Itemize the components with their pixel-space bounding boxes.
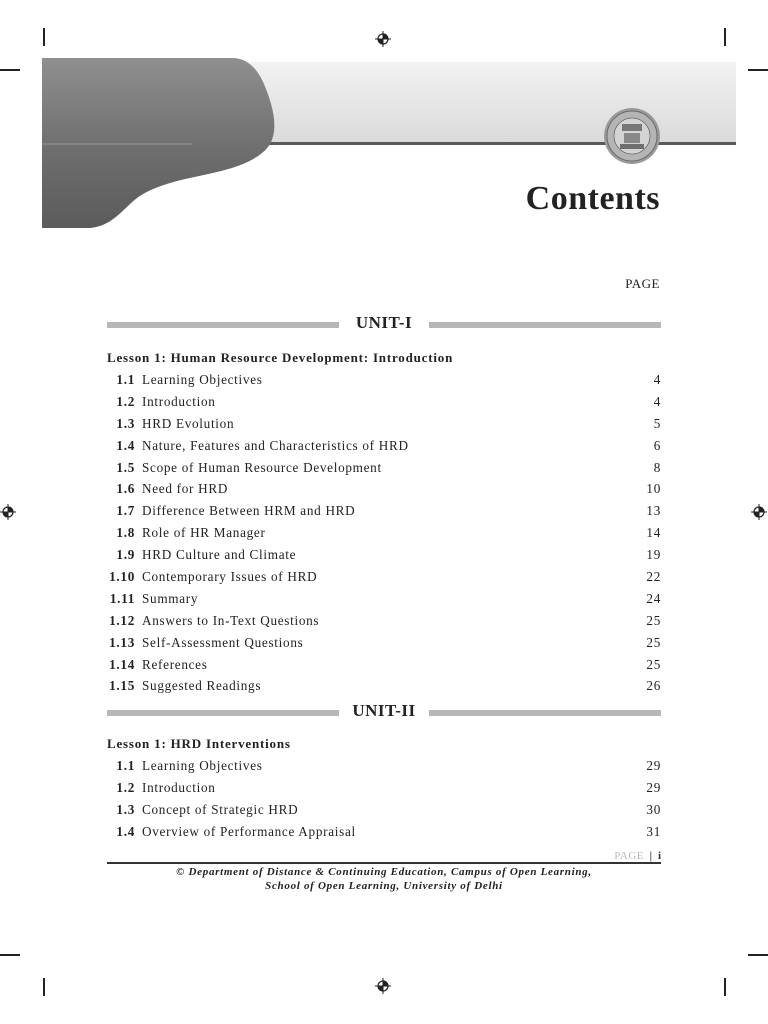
footer-page-label: PAGE (614, 850, 644, 862)
registration-mark-icon (751, 504, 767, 520)
section-number: 1.1 (116, 758, 135, 773)
section-number: 1.2 (116, 393, 135, 409)
registration-mark-icon (375, 978, 391, 994)
section-title: Nature, Features and Characteristics of HRD (142, 437, 409, 453)
section-number: 1.3 (116, 415, 135, 431)
page-number: 8 (653, 459, 661, 475)
section-number: 1.4 (116, 823, 135, 839)
section-number: 1.5 (116, 459, 135, 475)
toc-entry[interactable] (107, 437, 661, 459)
page-number: 22 (646, 569, 661, 585)
unit-label: UNIT-I (355, 313, 413, 332)
toc-entry[interactable] (107, 656, 661, 678)
unit-heading (107, 313, 661, 333)
toc-entry[interactable] (107, 779, 661, 801)
toc-entry[interactable] (107, 568, 661, 590)
footer-rule (107, 862, 661, 864)
page-number: 29 (646, 758, 661, 773)
page-column-label: PAGE (625, 276, 660, 291)
lesson-title[interactable]: Lesson 1: HRD Interventions (107, 736, 291, 751)
registration-mark-icon (0, 504, 16, 520)
toc-list (107, 371, 661, 699)
section-title: Self-Assessment Questions (142, 634, 304, 650)
section-number: 1.10 (109, 569, 135, 585)
unit-heading (107, 701, 661, 721)
page-title: Contents (525, 180, 660, 217)
section-number: 1.12 (109, 612, 135, 628)
section-number: 1.15 (109, 678, 135, 694)
toc-entry[interactable] (107, 371, 661, 393)
section-title: Learning Objectives (142, 758, 263, 773)
registration-mark-icon (375, 31, 391, 47)
toc-entry[interactable] (107, 757, 661, 779)
section-title: Need for HRD (142, 481, 229, 497)
section-title: HRD Evolution (142, 415, 235, 431)
section-title: Scope of Human Resource Development (142, 459, 382, 475)
footer-institution-line: School of Open Learning, University of Delhi (265, 880, 503, 892)
page-number: 31 (646, 823, 661, 839)
page-number: 25 (646, 656, 661, 672)
section-title: Learning Objectives (142, 372, 263, 387)
page-number: 6 (653, 437, 661, 453)
crop-mark (43, 28, 45, 46)
crop-mark (724, 28, 726, 46)
heading-rule (429, 710, 661, 716)
toc-entry[interactable] (107, 524, 661, 546)
section-title: Answers to In-Text Questions (142, 612, 320, 628)
section-number: 1.9 (116, 547, 135, 563)
crop-mark (748, 69, 768, 71)
page-number: 5 (653, 415, 661, 431)
page-number: 24 (646, 590, 661, 606)
toc-entry[interactable] (107, 415, 661, 437)
section-title: Summary (142, 590, 199, 606)
toc-entry[interactable] (107, 459, 661, 481)
section-title: Difference Between HRM and HRD (142, 503, 356, 519)
section-number: 1.7 (116, 503, 135, 519)
page-number: 19 (646, 547, 661, 563)
section-title: Role of HR Manager (142, 525, 266, 541)
toc-entry[interactable] (107, 480, 661, 502)
toc-entry[interactable] (107, 823, 661, 845)
page-number: 29 (646, 779, 661, 795)
toc-entry[interactable] (107, 677, 661, 699)
section-title: Introduction (142, 779, 216, 795)
page-number: 30 (646, 801, 661, 817)
page-number: 25 (646, 612, 661, 628)
crop-mark (748, 954, 768, 956)
section-number: 1.1 (116, 372, 135, 387)
section-title: HRD Culture and Climate (142, 547, 297, 563)
toc-list (107, 757, 661, 845)
page-number: 13 (646, 503, 661, 519)
section-number: 1.3 (116, 801, 135, 817)
section-title: Suggested Readings (142, 678, 262, 694)
university-seal-icon (603, 107, 661, 165)
toc-entry[interactable] (107, 801, 661, 823)
crop-mark (0, 954, 20, 956)
section-title: Introduction (142, 393, 216, 409)
section-number: 1.14 (109, 656, 135, 672)
unit-label: UNIT-II (352, 701, 416, 720)
toc-entry[interactable] (107, 634, 661, 656)
crop-mark (724, 978, 726, 996)
heading-rule (429, 322, 661, 328)
section-number: 1.4 (116, 437, 135, 453)
page-number: 26 (646, 678, 661, 694)
toc-entry[interactable] (107, 502, 661, 524)
section-title: Overview of Performance Appraisal (142, 823, 356, 839)
lesson-title[interactable]: Lesson 1: Human Resource Development: Introduction (107, 350, 454, 365)
toc-entry[interactable] (107, 546, 661, 568)
toc-entry[interactable] (107, 612, 661, 634)
section-number: 1.11 (109, 590, 135, 606)
section-number: 1.2 (116, 779, 135, 795)
footer-page-number: i (657, 850, 661, 862)
crop-mark (43, 978, 45, 996)
page-number: 25 (646, 634, 661, 650)
footer-copyright-line: © Department of Distance & Continuing Education, Campus of Open Learning, (176, 866, 592, 878)
section-number: 1.6 (116, 481, 135, 497)
toc-entry[interactable] (107, 590, 661, 612)
section-number: 1.13 (109, 634, 135, 650)
footer-separator: | (649, 850, 652, 862)
page-number: 4 (653, 372, 661, 387)
page-number: 10 (646, 481, 661, 497)
section-title: Contemporary Issues of HRD (142, 569, 318, 585)
crop-mark (0, 69, 20, 71)
section-number: 1.8 (116, 525, 135, 541)
section-title: References (142, 656, 208, 672)
section-title: Concept of Strategic HRD (142, 801, 299, 817)
page-number: 4 (653, 393, 661, 409)
toc-entry[interactable] (107, 393, 661, 415)
page-number: 14 (646, 525, 661, 541)
